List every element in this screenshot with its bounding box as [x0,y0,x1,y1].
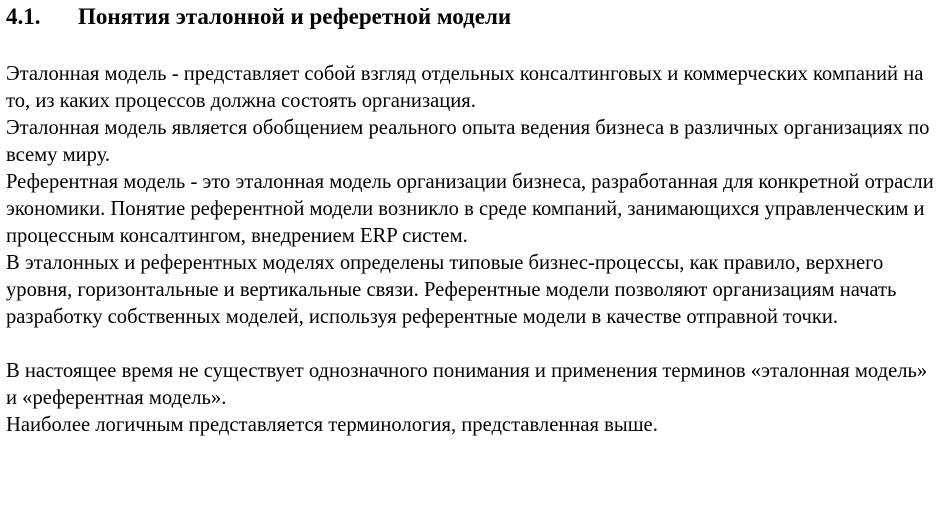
paragraph-reference-model-generalization: Эталонная модель является обобщением реального опыта ведения бизнеса в различных организациях по всему миру. [6,117,930,166]
section-title: Понятия эталонной и реферетной модели [78,4,512,29]
paragraph-referent-model-definition: Референтная модель - это эталонная модель организации бизнеса, разработанная для конкретной отрасли экономики. Понятие референтной модели возникло в среде компаний, занимающихся управленческим и процессным консалтингом, внедрением ERP систем. [6,171,934,247]
paragraph-spacer [6,331,942,358]
paragraph-conclusion: Наиболее логичным представляется терминология, представленная выше. [6,414,658,436]
section-body [6,61,942,439]
paragraph-typical-processes: В эталонных и референтных моделях определены типовые бизнес-процессы, как правило, верхнего уровня, горизонтальные и вертикальные связи. Референтные модели позволяют организациям начать разработку собственных моделей, используя референтные модели в качестве отправной точки. [6,252,897,328]
paragraph-reference-model-definition: Эталонная модель - представляет собой взгляд отдельных консалтинговых и коммерческих компаний на то, из каких процессов должна состоять организация. [6,63,924,112]
document-page [6,0,942,439]
section-number: 4.1. [6,4,41,29]
section-heading [6,0,942,31]
paragraph-terminology-ambiguity: В настоящее время не существует однозначного понимания и применения терминов «эталонная модель» и «референтная модель». [6,360,928,409]
